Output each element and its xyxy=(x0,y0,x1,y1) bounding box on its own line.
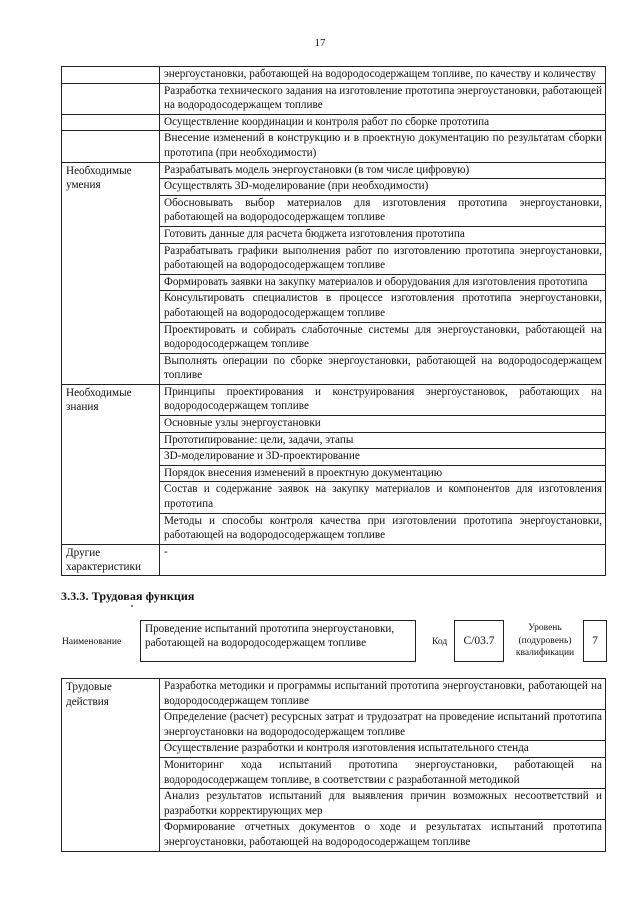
knowledge-item: Прототипирование: цели, задачи, этапы xyxy=(160,432,606,449)
knowledge-item: Методы и способы контроля качества при изготовлении прототипа энергоустановки, работающей на водородосодержащем топливе xyxy=(160,513,606,544)
action-item: Анализ результатов испытаний для выявления причин возможных несоответствий и разработки корректирующих мер xyxy=(160,789,606,820)
skill-item: Готовить данные для расчета бюджета изготовления прототипа xyxy=(160,226,606,243)
table-row xyxy=(62,162,606,179)
functions-table-continued xyxy=(61,66,606,576)
section-title: 3.3.3. Трудовая функция xyxy=(61,589,195,603)
code-value: C/03.7 xyxy=(454,620,504,662)
knowledge-item: Принципы проектирования и конструирования энергоустановок, работающих на водородосодержащем топливе xyxy=(160,384,606,415)
scan-speck xyxy=(131,605,133,607)
name-value: Проведение испытаний прототипа энергоустановки, работающей на водородосодержащем топливе xyxy=(140,620,416,662)
skill-item: Обосновывать выбор материалов для изготовления прототипа энергоустановки, работающей на водородосодержащем топливе xyxy=(160,195,606,226)
page-number: 17 xyxy=(314,37,326,49)
action-item: Определение (расчет) ресурсных затрат и трудозатрат на проведение испытаний прототипа энергоустановки на водородосодержащем топливе xyxy=(160,710,606,741)
actions-label: Трудовые действия xyxy=(62,679,160,852)
table-row xyxy=(62,83,606,114)
empty-label-cell xyxy=(62,114,160,131)
list-item: энергоустановки, работающей на водородосодержащем топливе, по качеству и количеству xyxy=(160,67,606,84)
table-row xyxy=(62,114,606,131)
empty-label-cell xyxy=(62,83,160,114)
action-item: Формирование отчетных документов о ходе и результатах испытаний прототипа энергоустановки, работающей на водородосодержащем топливе xyxy=(160,820,606,851)
other-characteristics-value: - xyxy=(160,544,606,575)
knowledge-item: Основные узлы энергоустановки xyxy=(160,416,606,433)
skill-item: Разрабатывать графики выполнения работ по изготовлению прототипа энергоустановки, работающей на водородосодержащем топливе xyxy=(160,243,606,274)
level-value: 7 xyxy=(583,620,607,662)
list-item: Осуществление координации и контроля работ по сборке прототипа xyxy=(160,114,606,131)
skill-item: Формировать заявки на закупку материалов и оборудования для изготовления прототипа xyxy=(160,274,606,291)
name-label: Наименование xyxy=(62,637,122,647)
knowledge-item: Состав и содержание заявок на закупку материалов и компонентов для изготовления прототипа xyxy=(160,482,606,513)
table-row xyxy=(62,544,606,575)
list-item: Разработка технического задания на изготовление прототипа энергоустановки, работающей на водородосодержащем топливе xyxy=(160,83,606,114)
knowledge-item: Порядок внесения изменений в проектную документацию xyxy=(160,465,606,482)
empty-label-cell xyxy=(62,131,160,162)
action-item: Разработка методики и программы испытаний прототипа энергоустановки, работающей на водородосодержащем топливе xyxy=(160,679,606,710)
action-item: Осуществление разработки и контроля изготовления испытательного стенда xyxy=(160,741,606,758)
skill-item: Проектировать и собирать слаботочные системы для энергоустановки, работающей на водородосодержащем топливе xyxy=(160,322,606,353)
skills-label: Необходимые умения xyxy=(62,162,160,384)
skill-item: Консультировать специалистов в процессе изготовления прототипа энергоустановки, работающей на водородосодержащем топливе xyxy=(160,291,606,322)
knowledge-item: 3D-моделирование и 3D-проектирование xyxy=(160,449,606,466)
table-row xyxy=(62,131,606,162)
table-row xyxy=(62,67,606,84)
code-label: Код xyxy=(432,637,448,647)
action-item: Мониторинг хода испытаний прототипа энергоустановки, работающей на водородосодержащем топливе, в соответствии с разработанной методикой xyxy=(160,757,606,788)
skill-item: Осуществлять 3D-моделирование (при необходимости) xyxy=(160,179,606,196)
skill-item: Разрабатывать модель энергоустановки (в том числе цифровую) xyxy=(160,162,606,179)
other-characteristics-label: Другие характеристики xyxy=(62,544,160,575)
table-row xyxy=(62,384,606,415)
list-item: Внесение изменений в конструкцию и в проектную документацию по результатам сборки прототипа (при необходимости) xyxy=(160,131,606,162)
empty-label-cell xyxy=(62,67,160,84)
skill-item: Выполнять операции по сборке энергоустановки, работающей на водородосодержащем топливе xyxy=(160,353,606,384)
level-label: Уровень (подуровень) квалификации xyxy=(515,623,575,658)
labor-actions-table xyxy=(61,678,606,852)
knowledge-label: Необходимые знания xyxy=(62,384,160,544)
table-row xyxy=(62,679,606,710)
